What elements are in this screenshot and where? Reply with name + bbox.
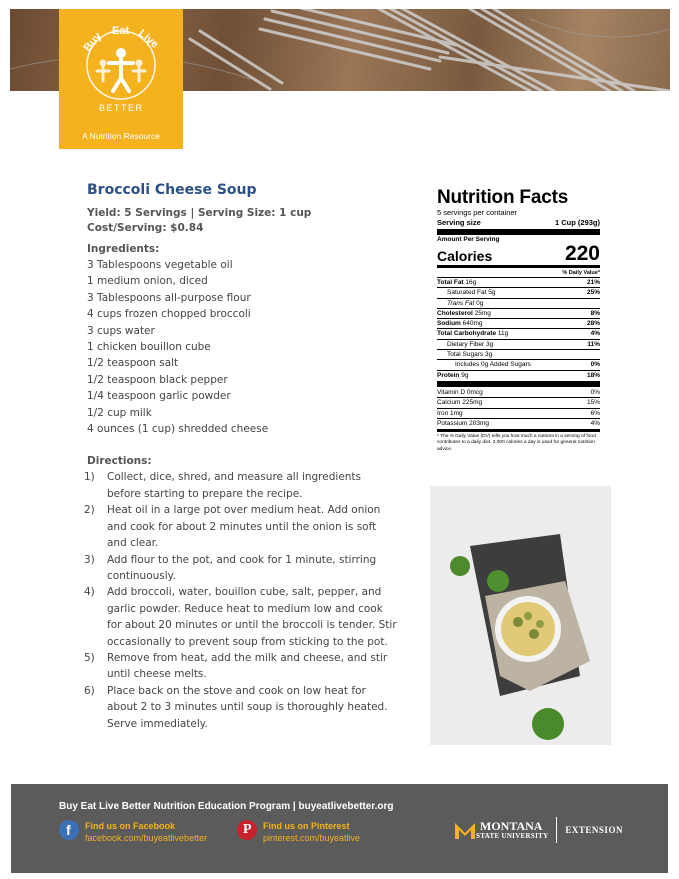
nutrient-row: Trans Fat 0g xyxy=(437,298,600,308)
ingredient-item: 3 Tablespoons all-purpose flour xyxy=(87,291,251,304)
ingredient-item: 4 cups frozen chopped broccoli xyxy=(87,308,251,321)
vitamin-row: Iron 1mg 6% xyxy=(437,409,600,417)
nutrition-title: Nutrition Facts xyxy=(437,187,569,208)
daily-value-header: % Daily Value* xyxy=(562,270,600,276)
msu-extension-logo xyxy=(454,817,623,843)
vitamin-row: Calcium 225mg 15% xyxy=(437,399,600,407)
step-text: Collect, dice, shred, and measure all ingredients before starting to prepare the recipe. xyxy=(107,471,362,500)
logo-word-buy: Buy xyxy=(81,30,105,54)
ingredients-list xyxy=(87,257,397,437)
nutrient-row: Total Carbohydrate 11g 4% xyxy=(437,330,600,338)
ingredients-heading: Ingredients: xyxy=(87,243,160,255)
logo-figures-icon xyxy=(81,23,161,123)
facebook-url[interactable]: facebook.com/buyeatlivebetter xyxy=(85,833,208,843)
recipe-title: Broccoli Cheese Soup xyxy=(87,182,257,198)
pinterest-url[interactable]: pinterest.com/buyeatlive xyxy=(263,833,361,843)
ingredient-item: 3 Tablespoons vegetable oil xyxy=(87,259,233,271)
vitamin-row: Potassium 203mg 4% xyxy=(437,419,600,427)
vitamin-row: Vitamin D 0mcg 0% xyxy=(437,388,600,396)
ingredient-item: 4 ounces (1 cup) shredded cheese xyxy=(87,423,269,436)
nutrient-row: Saturated Fat 5g 25% xyxy=(437,287,600,297)
step-number: 6) xyxy=(84,684,95,697)
footer-program-title: Buy Eat Live Better Nutrition Education Program | buyeatlivebetter.org xyxy=(59,801,394,812)
buy-eat-live-better-logo xyxy=(59,9,183,149)
facebook-icon: f xyxy=(59,820,79,840)
footer xyxy=(11,784,668,873)
ingredient-item: 1/2 teaspoon black pepper xyxy=(87,373,228,386)
directions-list xyxy=(84,469,397,732)
facebook-label: Find us on Facebook xyxy=(85,821,176,831)
soup-photo xyxy=(430,486,611,745)
step-text: Heat oil in a large pot over medium heat. Add onion and cook for about 2 minutes until the onion is soft and clear. xyxy=(107,504,381,550)
serving-size-value: 1 Cup (293g) xyxy=(554,218,600,227)
ingredient-item: 1/2 cup milk xyxy=(87,406,152,419)
logo-word-live: Live xyxy=(136,27,161,51)
logo-divider xyxy=(556,817,557,843)
direction-step xyxy=(84,502,397,551)
nutrient-row: Includes 0g Added Sugars 0% xyxy=(437,359,600,369)
calories-value: 220 xyxy=(564,242,600,265)
facebook-link[interactable] xyxy=(59,820,207,844)
logo-word-eat: Eat xyxy=(112,25,130,37)
direction-step xyxy=(84,584,397,650)
medium-rule xyxy=(437,429,600,432)
serving-size-label: Serving size xyxy=(437,218,481,227)
thick-rule xyxy=(437,381,600,387)
thick-rule xyxy=(437,229,600,235)
step-text: Add broccoli, water, bouillon cube, salt, pepper, and garlic powder. Reduce heat to medium low and cook for about 20 minutes or until the broccoli is tender. Stir occasionally to prevent soup from sticking to the pot. xyxy=(107,586,397,648)
nutrient-row: Total Fat 16g 21% xyxy=(437,279,600,286)
recipe-cost: Cost/Serving: $0.84 xyxy=(87,222,204,234)
medium-rule xyxy=(437,265,600,268)
recipe-yield: Yield: 5 Servings | Serving Size: 1 cup xyxy=(87,207,312,219)
ingredient-item: 1 medium onion, diced xyxy=(87,275,208,288)
step-number: 2) xyxy=(84,504,95,517)
ingredient-item: 1/4 teaspoon garlic powder xyxy=(87,390,231,403)
servings-per-container: 5 servings per container xyxy=(437,208,518,217)
ingredient-item: 1/2 teaspoon salt xyxy=(87,357,179,370)
serving-size-row xyxy=(437,218,600,228)
ingredient-item: 3 cups water xyxy=(87,324,155,337)
step-text: Remove from heat, add the milk and cheese, and stir until cheese melts. xyxy=(107,651,388,681)
pinterest-icon: P xyxy=(237,820,257,840)
logo-word-better: BETTER xyxy=(99,103,144,113)
step-number: 4) xyxy=(84,586,95,599)
msu-name: MONTANA xyxy=(480,818,543,833)
pinterest-link[interactable] xyxy=(237,820,360,844)
pinterest-label: Find us on Pinterest xyxy=(263,821,350,831)
step-number: 3) xyxy=(84,553,95,566)
step-text: Add flour to the pot, and cook for 1 minute, stirring continuously. xyxy=(107,553,377,582)
nutrition-footnote: * The % Daily Value (DV) tells you how much a nutrient in a serving of food contributes to a daily diet. 2,000 calories a day is used for general nutrition advice. xyxy=(437,434,596,452)
msu-sub: STATE UNIVERSITY xyxy=(476,831,549,840)
direction-step xyxy=(84,552,397,585)
direction-step xyxy=(84,650,397,683)
calories-label: Calories xyxy=(437,248,493,264)
nutrition-facts-label xyxy=(437,188,600,453)
calories-row xyxy=(437,244,600,264)
amount-per-serving: Amount Per Serving xyxy=(437,236,500,243)
nutrient-row: Dietary Fiber 3g 11% xyxy=(437,339,600,349)
nutrient-row: Sodium 640mg 28% xyxy=(437,320,600,328)
direction-step xyxy=(84,469,397,502)
recipe-section xyxy=(84,182,397,732)
logo-tagline: A Nutrition Resource xyxy=(82,131,160,141)
msu-m-icon xyxy=(454,819,476,841)
directions-heading: Directions: xyxy=(87,455,152,468)
nutrient-row: Cholesterol 25mg 8% xyxy=(437,309,600,317)
extension-label: EXTENSION xyxy=(565,825,623,835)
direction-step xyxy=(84,683,397,732)
nutrient-row: Total Sugars 3g xyxy=(437,349,600,359)
nutrient-row: Protein 9g 18% xyxy=(437,371,600,379)
step-number: 5) xyxy=(84,651,95,664)
ingredient-item: 1 chicken bouillon cube xyxy=(87,341,211,354)
step-text: Place back on the stove and cook on low heat for about 2 to 3 minutes until soup is thoroughly heated. Serve immediately. xyxy=(107,684,388,730)
step-number: 1) xyxy=(84,471,95,484)
